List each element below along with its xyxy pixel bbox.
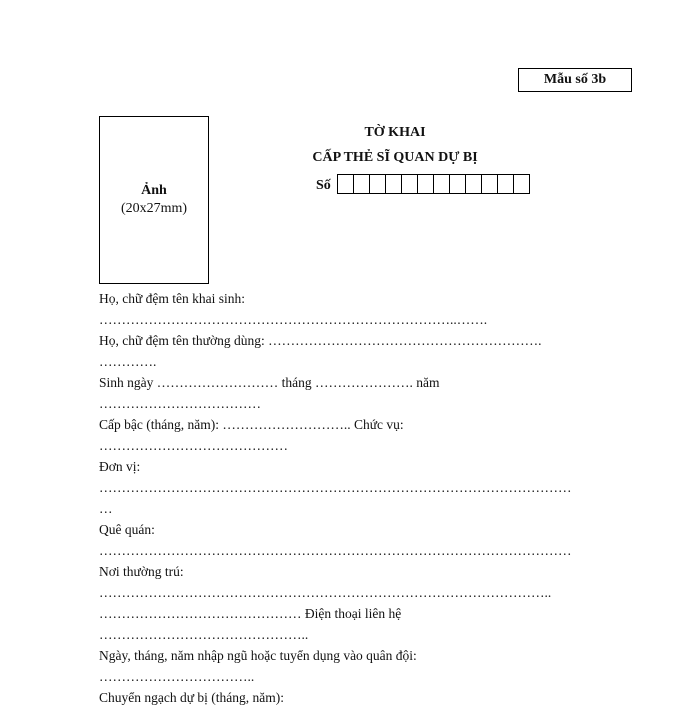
photo-label: Ảnh: [141, 183, 167, 198]
field-phone-label: ……………………………………… Điện thoại liên hệ: [99, 606, 402, 621]
field-label: Sinh ngày ……………………… tháng …………………. năm: [99, 375, 440, 390]
field-unit[interactable]: [99, 456, 624, 519]
field-dots: ……………………………………………………………………………………………: [99, 480, 572, 495]
field-dots: ……………………………..: [99, 669, 255, 684]
field-dots: ……………………………………………………………………..…….: [99, 312, 488, 327]
photo-size: (20x27mm): [120, 201, 188, 216]
field-dots: ……………………………………: [99, 438, 288, 453]
field-label: Chuyển ngạch dự bị (tháng, năm):: [99, 690, 285, 705]
form-title: TỜ KHAI: [364, 125, 426, 140]
number-row: [316, 174, 530, 194]
field-dots: ………….: [99, 354, 157, 369]
number-label: Số: [316, 178, 331, 193]
field-reserve-transfer[interactable]: [99, 687, 624, 708]
photo-box: [99, 116, 209, 284]
form-subtitle: CẤP THẺ SĨ QUAN DỰ BỊ: [312, 150, 478, 165]
field-dots: ………………………………………..: [99, 627, 309, 642]
form-code-box: [518, 68, 632, 92]
field-label: Cấp bậc (tháng, năm): ……………………….. Chức vụ:: [99, 417, 404, 432]
field-label: Họ, chữ đệm tên khai sinh:: [99, 291, 246, 306]
field-label: Họ, chữ đệm tên thường dùng: …………………………………………………….: [99, 333, 542, 348]
field-label: Ngày, tháng, năm nhập ngũ hoặc tuyển dụng vào quân đội:: [99, 648, 417, 663]
field-label: Đơn vị:: [99, 459, 141, 474]
number-input-boxes[interactable]: [337, 174, 530, 194]
field-hometown[interactable]: [99, 519, 624, 561]
field-dots: ………………………………………………………………………………………..: [99, 585, 552, 600]
field-common-name[interactable]: [99, 330, 624, 372]
field-birth-name[interactable]: [99, 288, 624, 330]
field-label: Nơi thường trú:: [99, 564, 184, 579]
field-rank-position[interactable]: [99, 414, 624, 456]
form-fields: [99, 288, 624, 708]
field-dots: ……………………………………………………………………………………………: [99, 543, 572, 558]
field-label: Quê quán:: [99, 522, 155, 537]
field-enlistment-date[interactable]: [99, 645, 624, 687]
field-dots: ………………………………: [99, 396, 261, 411]
field-dots: …: [99, 501, 113, 516]
form-code-label: Mẫu số 3b: [543, 72, 607, 87]
field-birth-date[interactable]: [99, 372, 624, 414]
field-residence[interactable]: [99, 561, 624, 645]
